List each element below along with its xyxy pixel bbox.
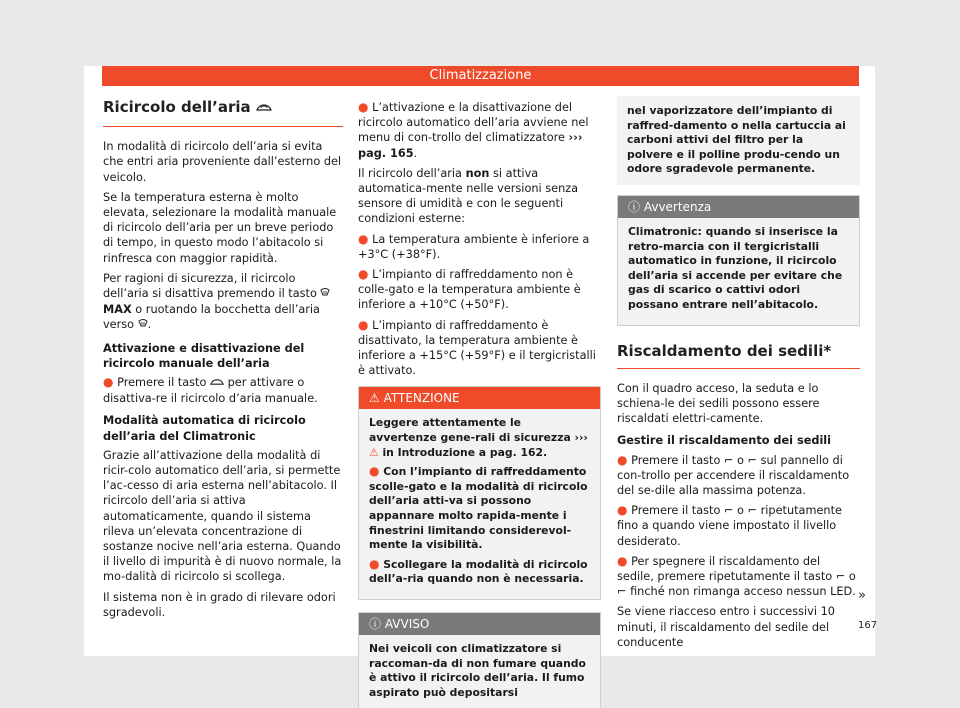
bullet-icon: ● xyxy=(358,317,369,332)
windshield-icon xyxy=(138,318,148,333)
list-item: ● La temperatura ambiente è inferiore a +3°C (+38°F). xyxy=(358,231,590,261)
warning-triangle-icon: ⚠ xyxy=(369,445,379,459)
car-recirculation-icon xyxy=(256,102,272,117)
notice-box-body: Nei veicoli con climatizzatore si raccoman-da di non fumare quando è attivo il ricircolo dell’aria. Il fumo aspirato può depositarsi xyxy=(359,635,600,708)
list-item: ● L’attivazione e la disattivazione del ricircolo automatico dell’aria avviene nel menu di con-trollo del climatizzatore ››› pag. 165. xyxy=(358,100,589,160)
bullet-icon: ● xyxy=(369,464,380,479)
warning-box xyxy=(358,386,601,600)
section-title-riscaldamento: Riscaldamento dei sedili* xyxy=(617,340,860,369)
page-number: 167 xyxy=(858,620,878,631)
bullet-icon: ● xyxy=(617,452,628,467)
list-item: ● Premere il tasto ⌐ o ⌐ ripetutamente fino a quando viene impostato il livello desiderato. xyxy=(617,503,842,548)
column-1 xyxy=(103,96,343,625)
paragraph: In modalità di ricircolo dell’aria si evita che entri aria proveniente dall’esterno del veicolo. xyxy=(103,140,342,184)
list-item: ● Premere il tasto ⌐ o ⌐ sul pannello di con-trollo per accendere il riscaldamento del se-dile alla massima potenza. xyxy=(617,452,850,497)
subheading: Modalità automatica di ricircolo dell’aria del Climatronic xyxy=(103,414,306,443)
paragraph: Grazie all’attivazione della modalità di ricir-colo automatico dell’aria, si permette l’ac-cesso di aria esterna nell’abitacolo. Il ricircolo dell’aria si attiva automaticamente, quando il sistema rileva un’elevata concentrazione di sostanze nocive nell’aria esterna. Quando il livello di impurità è di nuovo normale, la mo-dalità di ricircolo si scollega. xyxy=(103,448,342,584)
info-square-icon: ⓘ xyxy=(628,199,641,214)
list-item: ● Per spegnere il riscaldamento del sedile, premere ripetutamente il tasto ⌐ o ⌐ finché non rimanga acceso nessun LED. xyxy=(617,553,856,599)
bullet-icon: ● xyxy=(358,267,369,282)
seat-back-heat-icon: ⌐ xyxy=(747,453,758,467)
list-item: ● L’impianto di raffreddamento non è colle-gato e la temperatura ambiente è inferiore a +10°C (+50°F). xyxy=(358,267,581,312)
bullet-icon: ● xyxy=(103,375,114,390)
list-item: ● Scollegare la modalità di ricircolo dell’a-ria quando non è necessaria. xyxy=(369,556,588,586)
seat-heat-icon: ⌐ xyxy=(835,569,846,583)
subheading: Gestire il riscaldamento dei sedili xyxy=(617,434,832,448)
bullet-icon: ● xyxy=(617,553,628,568)
list-item: ● Con l’impianto di raffreddamento scolle-gato e la modalità di ricircolo dell’aria atti-va si possono appannare molto rapida-mente i finestrini limitando considerevol-mente la visibilità. xyxy=(369,464,588,552)
warning-box-header: ⚠ ATTENZIONE xyxy=(359,387,600,409)
paragraph: Con il quadro acceso, la seduta e lo schiena-le dei sedili possono essere riscaldati elettri-camente. xyxy=(617,381,820,426)
bullet-icon: ● xyxy=(617,503,628,518)
notice-box xyxy=(358,612,601,708)
info-circle-icon: ⓘ xyxy=(369,616,382,631)
list-item: ● L’impianto di raffreddamento è disattivato, la temperatura ambiente è inferiore a +15°C (+59°F) e il tergicristalli è attivato. xyxy=(358,317,596,378)
paragraph: Il sistema non è in grado di rilevare odori sgradevoli. xyxy=(103,590,336,619)
tip-box-header: ⓘ Avvertenza xyxy=(618,196,859,218)
notice-box-continuation: nel vaporizzatore dell’impianto di raffred-damento o nella cartuccia ai carboni attivi del filtro per la polvere e il polline produ-cendo un odore sgradevole permanente. xyxy=(617,96,860,185)
list-item: ● Premere il tasto per attivare o disattiva-re il ricircolo d’aria manuale. xyxy=(103,375,318,406)
notice-box-header: ⓘ AVVISO xyxy=(359,613,600,635)
seat-heat-icon: ⌐ xyxy=(723,504,734,518)
bullet-icon: ● xyxy=(358,231,369,246)
subheading: Attivazione e disattivazione del ricircolo manuale dell’aria xyxy=(103,341,305,370)
tip-box-body: Climatronic: quando si inserisce la retro-marcia con il tergicristalli automatico in funzione, il ricircolo dell’aria si accende per evitare che gas di scarico o cattivi odori possano entrare nell’abitacolo. xyxy=(618,218,859,325)
defrost-icon xyxy=(320,287,330,302)
bullet-icon: ● xyxy=(358,100,369,114)
paragraph: Se la temperatura esterna è molto elevata, selezionare la modalità manuale di ricircolo dell’aria per un breve periodo di tempo, in questo modo l’abitacolo si rinfresca con maggior rapidità. xyxy=(103,190,337,265)
bullet-icon: ● xyxy=(369,556,380,571)
continue-arrow-icon: » xyxy=(858,588,866,603)
paragraph: Se viene riacceso entro i successivi 10 minuti, il riscaldamento del sedile del conducente xyxy=(617,605,835,649)
chapter-header: Climatizzazione xyxy=(102,66,859,86)
paragraph: Il ricircolo dell’aria non si attiva automatica-mente nelle versioni senza sensore di umidità e con le seguenti condizioni esterne: xyxy=(358,166,579,226)
seat-heat-icon: ⌐ xyxy=(723,453,734,467)
column-2 xyxy=(358,100,601,708)
tip-box xyxy=(617,195,860,326)
page-reference-link[interactable]: ››› pag. 165 xyxy=(358,131,583,160)
car-recirculation-icon xyxy=(210,376,224,391)
seat-back-heat-icon: ⌐ xyxy=(747,504,758,518)
section-title-ricircolo: Ricircolo dell’aria xyxy=(103,96,343,127)
paragraph: Per ragioni di sicurezza, il ricircolo dell’aria si disattiva premendo il tasto MAX o ruotando la bocchetta dell’aria verso . xyxy=(103,271,343,334)
warning-box-body: Leggere attentamente le avvertenze gene-rali di sicurezza ››› ⚠ in Introduzione a pag. 162. ● Con l’impianto di raffreddamento scolle-gato e la modalità di ricircolo dell’aria atti-va si possono appannare molto rapida-mente i finestrini limitando considerevol-mente la visibilità. ● Scollegare la modalità di ricircolo dell’a-ria quando non è necessaria. xyxy=(359,409,600,599)
column-3 xyxy=(617,96,860,655)
seat-back-heat-icon: ⌐ xyxy=(617,585,627,599)
warning-triangle-icon: ⚠ xyxy=(369,391,380,406)
